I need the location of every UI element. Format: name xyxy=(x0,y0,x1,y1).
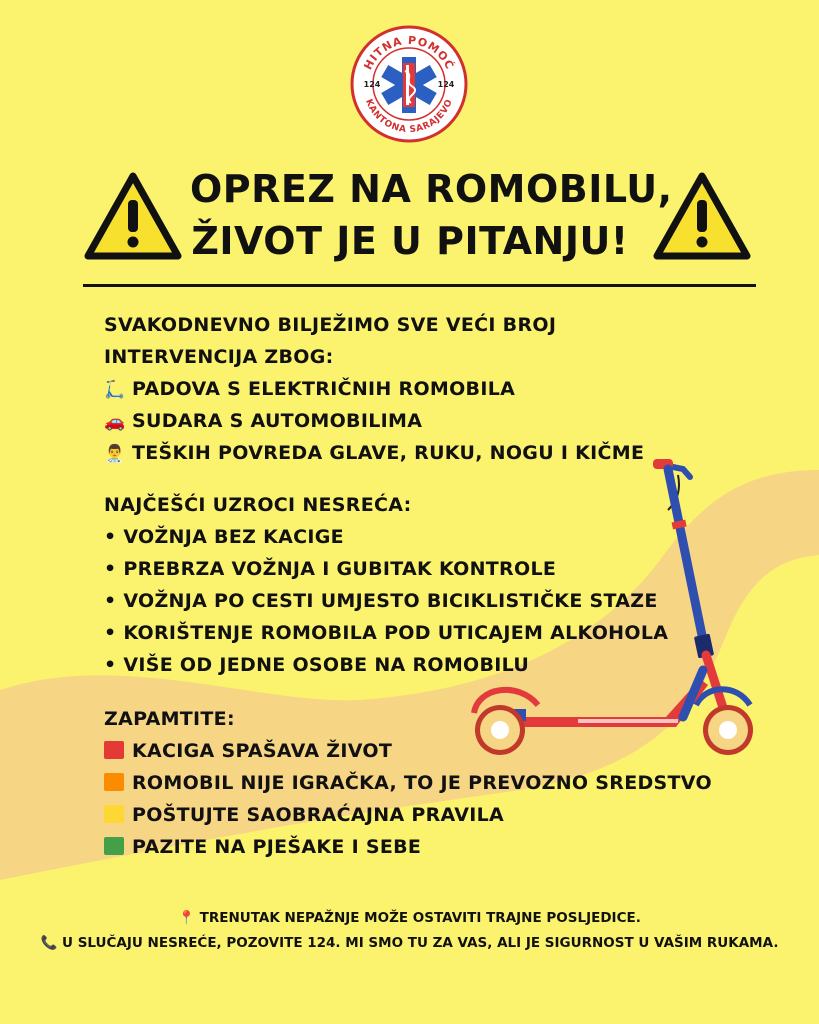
list-item: ROMOBIL NIJE IGRAČKA, TO JE PREVOZNO SREDSTVO xyxy=(104,767,744,799)
footer-line-2: 📞 U SLUČAJU NESREĆE, POZOVITE 124. MI SMO TU ZA VAS, ALI JE SIGURNOST U VAŠIM RUKAMA. xyxy=(40,935,779,951)
logo-right-number: 124 xyxy=(437,80,455,89)
hitna-pomoc-logo xyxy=(350,25,468,143)
list-item: 🛴 PADOVA S ELEKTRIČNIH ROMOBILA xyxy=(104,373,744,405)
green-square-icon xyxy=(104,837,124,855)
list-item: • VIŠE OD JEDNE OSOBE NA ROMOBILU xyxy=(104,654,530,676)
orange-square-icon xyxy=(104,773,124,791)
list-item: PAZITE NA PJEŠAKE I SEBE xyxy=(104,831,744,863)
pin-icon: 📍 xyxy=(178,910,195,926)
main-content xyxy=(104,309,744,863)
list-item: KACIGA SPAŠAVA ŽIVOT xyxy=(104,735,744,767)
list-item: 👨‍⚕️ TEŠKIH POVREDA GLAVE, RUKU, NOGU I KIČME xyxy=(104,437,744,469)
phone-icon: 📞 xyxy=(40,935,58,951)
page-title xyxy=(190,163,673,267)
remember-heading: ZAPAMTITE: xyxy=(104,708,235,730)
causes-heading: NAJČEŠĆI UZROCI NESREĆA: xyxy=(104,494,412,516)
title-line-1: OPREZ NA ROMOBILU, xyxy=(190,167,673,211)
list-item: • PREBRZA VOŽNJA I GUBITAK KONTROLE xyxy=(104,558,557,580)
doctor-icon: 👨‍⚕️ xyxy=(104,444,126,464)
logo-left-number: 124 xyxy=(363,80,381,89)
red-square-icon xyxy=(104,741,124,759)
intro-line-1: SVAKODNEVNO BILJEŽIMO SVE VEĆI BROJ xyxy=(104,314,557,336)
footer-line-1: 📍 TRENUTAK NEPAŽNJE MOŽE OSTAVITI TRAJNE POSLJEDICE. xyxy=(178,910,641,926)
intro-line-2: INTERVENCIJA ZBOG: xyxy=(104,346,334,368)
title-line-2: ŽIVOT JE U PITANJU! xyxy=(191,219,629,263)
list-item: • VOŽNJA BEZ KACIGE xyxy=(104,526,344,548)
warning-triangle-icon xyxy=(83,170,183,262)
list-item: • KORIŠTENJE ROMOBILA POD UTICAJEM ALKOHOLA xyxy=(104,622,669,644)
scooter-icon: 🛴 xyxy=(104,380,126,400)
car-icon: 🚗 xyxy=(104,412,126,432)
footer xyxy=(0,906,819,956)
list-item: POŠTUJTE SAOBRAĆAJNA PRAVILA xyxy=(104,799,744,831)
logo-top-text: HITNA POMOĆ xyxy=(361,33,457,72)
divider xyxy=(83,284,756,287)
yellow-square-icon xyxy=(104,805,124,823)
list-item: • VOŽNJA PO CESTI UMJESTO BICIKLISTIČKE STAZE xyxy=(104,590,658,612)
list-item: 🚗 SUDARA S AUTOMOBILIMA xyxy=(104,405,744,437)
logo-bottom-text: KANTONA SARAJEVO xyxy=(363,97,455,136)
